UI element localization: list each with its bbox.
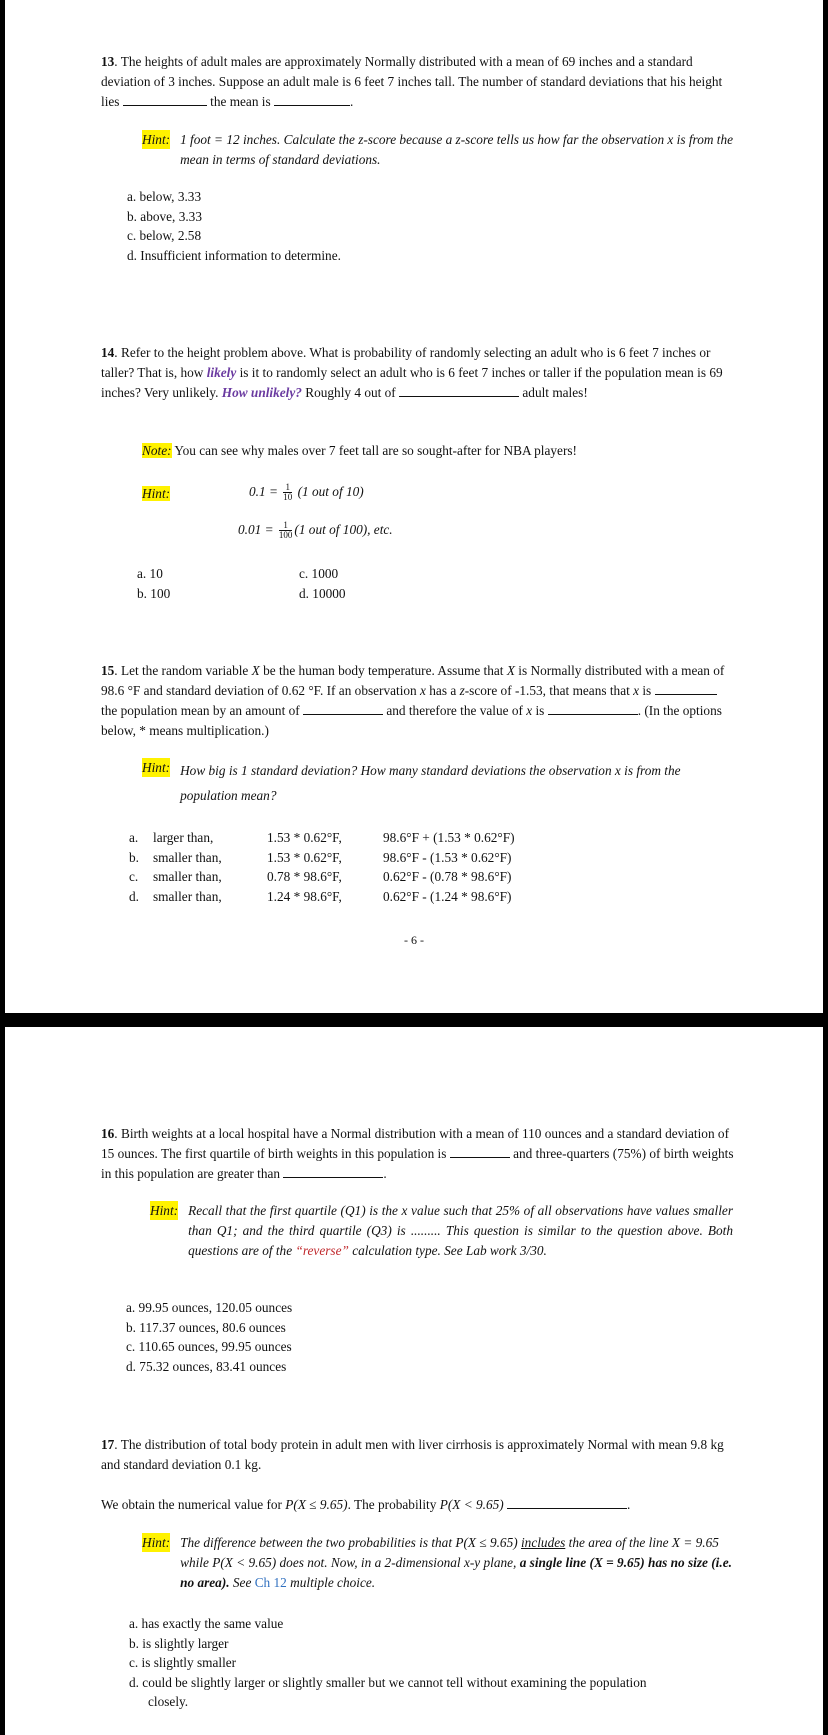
note-label: Note: [142, 443, 172, 458]
answer-blank [123, 93, 207, 106]
answer-blank [303, 702, 383, 715]
question-13-options [127, 187, 341, 265]
page-number: - 6 - [404, 933, 424, 947]
question-17-prompt: We obtain the numerical value for P(X ≤ 9.65). The probability P(X < 9.65) . [101, 1497, 631, 1512]
answer-blank [655, 682, 717, 695]
question-14-options-left [137, 564, 170, 603]
question-17: 17. The distribution of total body protein in adult men with liver cirrhosis is approximately Normal with mean 9.8 kg and standard deviation 0.1 kg. [101, 1437, 724, 1472]
option-b[interactable]: b. above, 3.33 [127, 208, 202, 224]
question-16-options [126, 1298, 292, 1376]
question-17-number: 17 [101, 1437, 115, 1452]
hint-text: 1 foot = 12 inches. Calculate the z-score because a z-score tells us how far the observation x is from the mean in terms of standard deviations. [180, 132, 734, 167]
option-b[interactable]: b. 117.37 ounces, 80.6 ounces [126, 1319, 286, 1335]
option-c[interactable]: c. smaller than, 0.78 * 98.6°F, 0.62°F - (0.78 * 98.6°F) [129, 869, 512, 884]
option-d[interactable]: d. could be slightly larger or slightly smaller but we cannot tell without examining the population [129, 1674, 647, 1690]
hint-text: Recall that the first quartile (Q1) is the x value such that 25% of all observations have values smaller than Q1; and the third quartile (Q3) is ......... This question is similar to the question above. Both questions are of the “reverse” calculation type. See Lab work 3/30. [188, 1203, 733, 1258]
option-c[interactable]: c. 1000 [299, 566, 339, 581]
answer-blank [548, 702, 638, 715]
option-d-continued: closely. [148, 1694, 189, 1709]
option-a[interactable]: a. has exactly the same value [129, 1616, 284, 1631]
option-b[interactable]: b. 100 [137, 585, 171, 601]
answer-blank [399, 384, 519, 397]
fraction: $\frac{1}{100}$ [278, 520, 293, 541]
option-a[interactable]: a. 10 [137, 566, 163, 581]
option-a[interactable]: a. larger than, 1.53 * 0.62°F, 98.6°F + (1.53 * 0.62°F) [129, 830, 515, 845]
option-a[interactable]: a. below, 3.33 [127, 189, 202, 204]
question-16: 16. Birth weights at a local hospital have a Normal distribution with a mean of 110 ounces and a standard deviation of 15 ounces. The first quartile of birth weights in this population is and three-quarters (75%) of birth weights in this population are greater than . [101, 1126, 734, 1181]
question-14-note [142, 441, 737, 461]
option-b[interactable]: b. smaller than, 1.53 * 0.62°F, 98.6°F - (1.53 * 0.62°F) [129, 849, 512, 865]
page-7 [5, 1027, 823, 1735]
question-16-hint [150, 1201, 733, 1261]
answer-blank [507, 1496, 627, 1509]
option-c[interactable]: c. 110.65 ounces, 99.95 ounces [126, 1339, 292, 1354]
option-d[interactable]: d. 75.32 ounces, 83.41 ounces [126, 1358, 287, 1374]
hint-label: Hint: [142, 132, 171, 147]
hint-fraction-line-2: 0.01 = $\frac{1}{100}$ (1 out of 100), etc. [238, 520, 393, 541]
question-13: 13. The heights of adult males are approximately Normally distributed with a mean of 69 inches and a standard deviation of 3 inches. Suppose an adult male is 6 feet 7 inches tall. The number of standard deviations that his height lies the mean is . [101, 54, 723, 109]
page-6 [5, 0, 823, 1013]
option-d[interactable]: d. Insufficient information to determine. [127, 247, 341, 263]
hint-label: Hint: [142, 1535, 171, 1550]
question-13-number: 13 [101, 54, 115, 69]
question-15: 15. Let the random variable X be the human body temperature. Assume that X is Normally distributed with a mean of 98.6 °F and standard deviation of 0.62 °F. If an observation x has a z-score of -1.53, that means that x is the population mean by an amount of and therefore the value of x is . (In the options below, * means multiplication.) [101, 663, 725, 738]
hint-label: Hint: [150, 1203, 179, 1218]
note-text: You can see why males over 7 feet tall are so sought-after for NBA players! [171, 443, 577, 458]
question-17-options [129, 1614, 729, 1712]
hint-label: Hint: [142, 486, 171, 501]
answer-blank [274, 93, 350, 106]
option-d[interactable]: d. 10000 [299, 585, 346, 601]
question-15-number: 15 [101, 663, 115, 678]
hint-label: Hint: [142, 760, 171, 775]
question-14-number: 14 [101, 345, 115, 360]
question-15-hint [142, 758, 737, 808]
option-a[interactable]: a. 99.95 ounces, 120.05 ounces [126, 1300, 293, 1315]
chapter-link[interactable]: Ch 12 [254, 1575, 287, 1590]
question-14-options-right [299, 564, 346, 603]
answer-blank [283, 1165, 383, 1178]
question-17-hint [142, 1533, 737, 1593]
option-d[interactable]: d. smaller than, 1.24 * 98.6°F, 0.62°F - (1.24 * 98.6°F) [129, 888, 512, 904]
question-14: 14. Refer to the height problem above. What is probability of randomly selecting an adult who is 6 feet 7 inches or taller? That is, how likely is it to randomly select an adult who is 6 feet 7 inches or taller if the population mean is 69 inches? Very unlikely. How unlikely? Roughly 4 out of adult males! [101, 345, 723, 400]
answer-blank [450, 1145, 510, 1158]
hint-fraction-line-1: 0.1 = $\frac{1}{10}$ (1 out of 10) [249, 482, 364, 503]
hint-text: How big is 1 standard deviation? How many standard deviations the observation x is from the population mean? [180, 763, 681, 803]
question-16-number: 16 [101, 1126, 115, 1141]
question-13-hint [142, 130, 737, 170]
hint-text: The difference between the two probabilities is that P(X ≤ 9.65) includes the area of the line X = 9.65 while P(X < 9.65) does not. Now, in a 2-dimensional x-y plane, a single line (X = 9.65) has no size (i.e. no area). See Ch 12 multiple choice. [180, 1535, 732, 1590]
option-c[interactable]: c. below, 2.58 [127, 228, 202, 243]
question-15-options [129, 828, 523, 906]
fraction: $\frac{1}{10}$ [283, 482, 293, 503]
option-c[interactable]: c. is slightly smaller [129, 1655, 237, 1670]
option-b[interactable]: b. is slightly larger [129, 1635, 229, 1651]
